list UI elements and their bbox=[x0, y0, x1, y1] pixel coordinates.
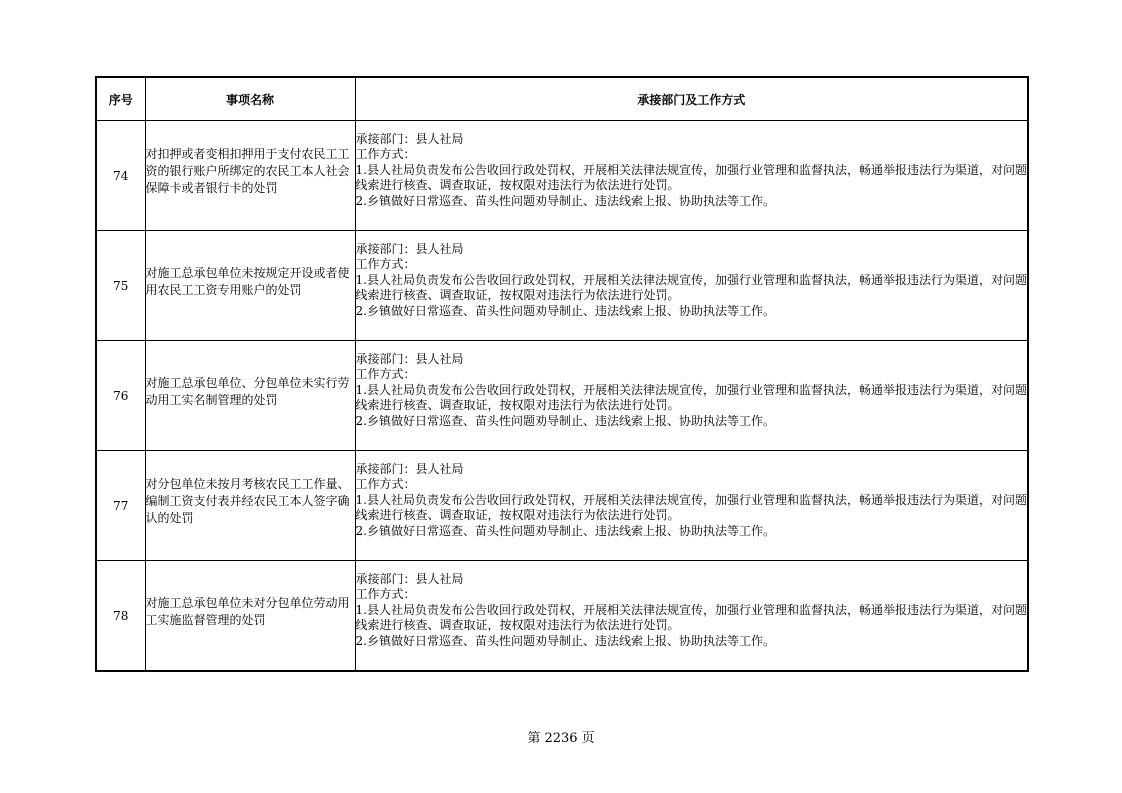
method-label: 工作方式： bbox=[355, 367, 416, 382]
row-number: 78 bbox=[96, 561, 145, 672]
header-dept: 承接部门及工作方式 bbox=[355, 77, 1028, 121]
table-row bbox=[96, 341, 1028, 451]
dept-line: 承接部门：县人社局 bbox=[355, 351, 464, 366]
header-name: 事项名称 bbox=[145, 77, 355, 121]
method-item-1: 1.县人社局负责发布公告收回行政处罚权，开展相关法律法规宣传，加强行业管理和监督执法，畅通举报违法行为渠道，对问题线索进行核查、调查取证，按权限对违法行为依法进行处罚。 bbox=[355, 382, 1027, 413]
row-dept-content bbox=[356, 242, 1028, 320]
row-dept-cell bbox=[355, 231, 1028, 341]
row-dept-content bbox=[356, 572, 1028, 650]
table-row bbox=[96, 121, 1028, 231]
row-name: 对分包单位未按月考核农民工工作量、编制工资支付表并经农民工本人签字确认的处罚 bbox=[145, 477, 350, 525]
method-label: 工作方式： bbox=[355, 257, 416, 272]
row-name-cell bbox=[145, 231, 355, 341]
dept-line: 承接部门：县人社局 bbox=[355, 571, 464, 586]
method-item-2: 2.乡镇做好日常巡查、苗头性问题劝导制止、违法线索上报、协助执法等工作。 bbox=[355, 633, 775, 648]
row-name-cell bbox=[145, 561, 355, 672]
matters-table bbox=[95, 76, 1029, 672]
row-dept-cell bbox=[355, 451, 1028, 561]
method-item-2: 2.乡镇做好日常巡查、苗头性问题劝导制止、违法线索上报、协助执法等工作。 bbox=[355, 523, 775, 538]
table-row bbox=[96, 561, 1028, 672]
row-number: 75 bbox=[96, 231, 145, 341]
method-item-1: 1.县人社局负责发布公告收回行政处罚权，开展相关法律法规宣传，加强行业管理和监督执法，畅通举报违法行为渠道，对问题线索进行核查、调查取证，按权限对违法行为依法进行处罚。 bbox=[355, 162, 1027, 193]
row-name: 对施工总承包单位未对分包单位劳动用工实施监督管理的处罚 bbox=[145, 595, 350, 627]
row-name-cell bbox=[145, 451, 355, 561]
row-dept-content bbox=[356, 462, 1028, 540]
method-item-2: 2.乡镇做好日常巡查、苗头性问题劝导制止、违法线索上报、协助执法等工作。 bbox=[355, 303, 775, 318]
row-name: 对扣押或者变相扣押用于支付农民工工资的银行账户所绑定的农民工本人社会保障卡或者银行卡的处罚 bbox=[145, 147, 350, 195]
row-dept-cell bbox=[355, 121, 1028, 231]
table-row bbox=[96, 231, 1028, 341]
method-item-2: 2.乡镇做好日常巡查、苗头性问题劝导制止、违法线索上报、协助执法等工作。 bbox=[355, 413, 775, 428]
row-dept-cell bbox=[355, 561, 1028, 672]
row-name-cell bbox=[145, 341, 355, 451]
row-dept-cell bbox=[355, 341, 1028, 451]
method-item-2: 2.乡镇做好日常巡查、苗头性问题劝导制止、违法线索上报、协助执法等工作。 bbox=[355, 193, 775, 208]
row-name: 对施工总承包单位、分包单位未实行劳动用工实名制管理的处罚 bbox=[145, 375, 350, 407]
method-item-1: 1.县人社局负责发布公告收回行政处罚权，开展相关法律法规宣传，加强行业管理和监督执法，畅通举报违法行为渠道，对问题线索进行核查、调查取证，按权限对违法行为依法进行处罚。 bbox=[355, 272, 1027, 303]
dept-line: 承接部门：县人社局 bbox=[355, 461, 464, 476]
page-number: 第 2236 页 bbox=[527, 731, 595, 746]
row-number: 74 bbox=[96, 121, 145, 231]
row-dept-content bbox=[356, 352, 1028, 430]
method-label: 工作方式： bbox=[355, 147, 416, 162]
method-label: 工作方式： bbox=[355, 587, 416, 602]
method-item-1: 1.县人社局负责发布公告收回行政处罚权，开展相关法律法规宣传，加强行业管理和监督执法，畅通举报违法行为渠道，对问题线索进行核查、调查取证，按权限对违法行为依法进行处罚。 bbox=[355, 492, 1027, 523]
row-number: 76 bbox=[96, 341, 145, 451]
method-item-1: 1.县人社局负责发布公告收回行政处罚权，开展相关法律法规宣传，加强行业管理和监督执法，畅通举报违法行为渠道，对问题线索进行核查、调查取证，按权限对违法行为依法进行处罚。 bbox=[355, 602, 1027, 633]
row-number: 77 bbox=[96, 451, 145, 561]
row-name: 对施工总承包单位未按规定开设或者使用农民工工资专用账户的处罚 bbox=[145, 265, 350, 297]
table-header-row bbox=[96, 77, 1028, 121]
method-label: 工作方式： bbox=[355, 477, 416, 492]
row-name-cell bbox=[145, 121, 355, 231]
header-no: 序号 bbox=[96, 77, 145, 121]
table-row bbox=[96, 451, 1028, 561]
dept-line: 承接部门：县人社局 bbox=[355, 241, 464, 256]
row-dept-content bbox=[356, 132, 1028, 210]
dept-line: 承接部门：县人社局 bbox=[355, 131, 464, 146]
